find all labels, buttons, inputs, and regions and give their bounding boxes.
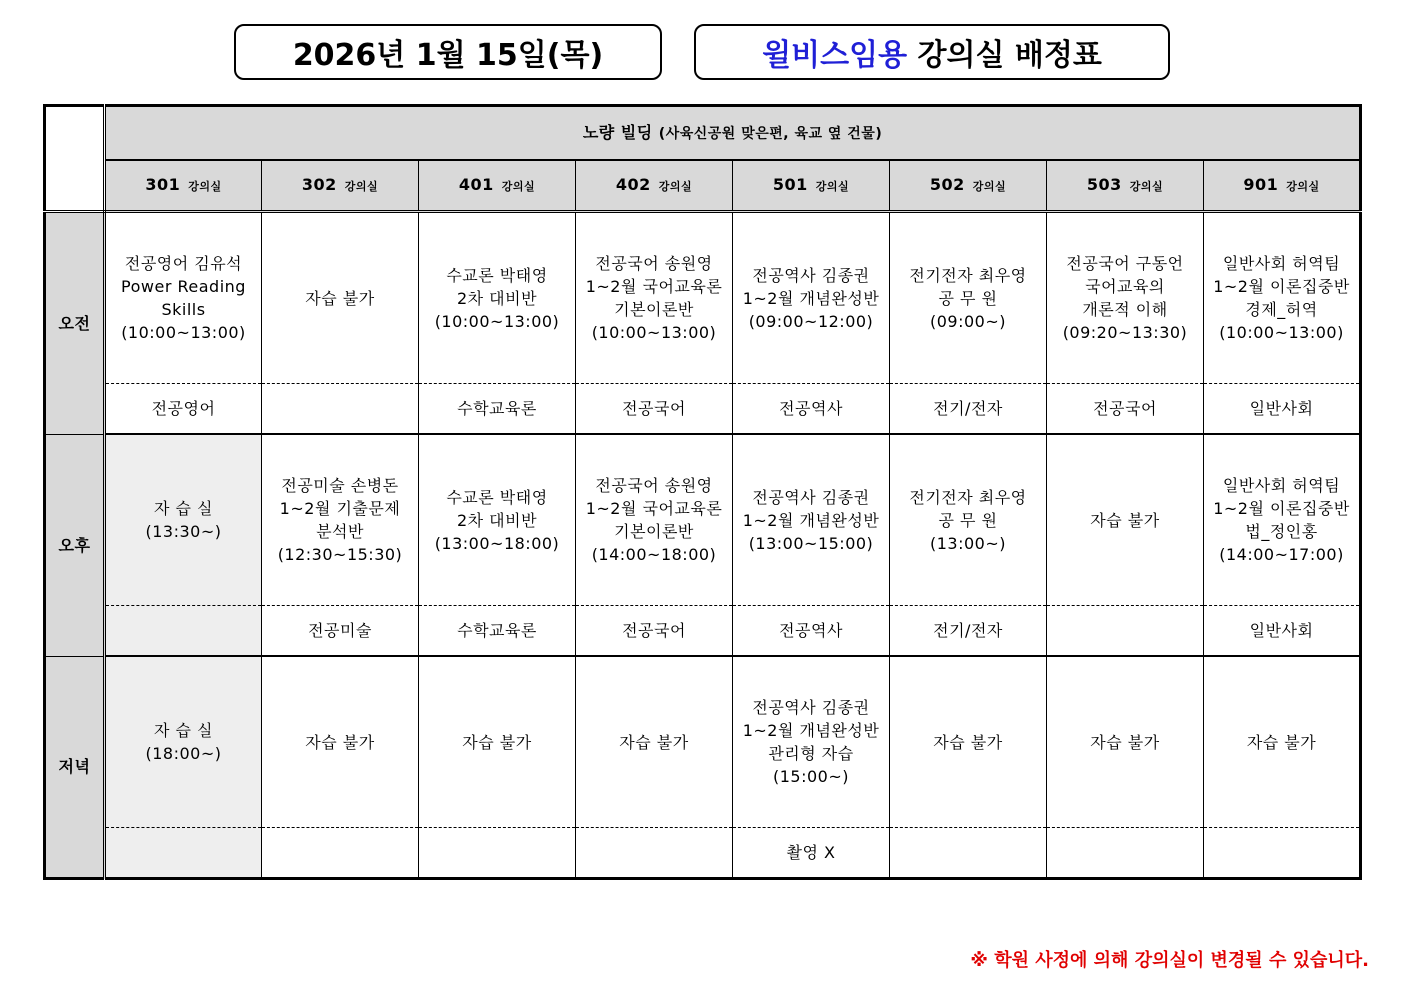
afternoon-cell-503 — [1047, 434, 1204, 606]
cell-line: 공 무 원 — [938, 510, 998, 530]
morning-cell-402 — [576, 212, 733, 384]
room-suffix: 강의실 — [1129, 180, 1164, 193]
cell-line: 일반사회 허역팀 — [1222, 254, 1341, 273]
cell-line: 전공역사 김종권 — [752, 265, 870, 285]
cell-line: (13:30~) — [145, 522, 222, 541]
room-suffix: 강의실 — [1286, 180, 1320, 193]
cell-line: 전공영어 김유석 — [124, 254, 243, 273]
cell-line: 개론적 이해 — [1082, 300, 1168, 319]
cell-line: 기본이론반 — [614, 522, 694, 541]
cell-line: 1~2월 이론집중반 — [1213, 277, 1350, 296]
evening-subject-501: 촬영 X — [733, 828, 890, 879]
page-title — [694, 24, 1170, 80]
room-number: 402 — [615, 175, 651, 194]
evening-subject-401 — [419, 828, 576, 879]
morning-subject-301: 전공영어 — [105, 384, 262, 435]
room-header-301 — [105, 160, 262, 212]
cell-line: 1~2월 개념완성반 — [742, 288, 880, 308]
evening-subject-402 — [576, 828, 733, 879]
corner-cell — [45, 106, 105, 212]
afternoon-subject-501: 전공역사 — [733, 606, 890, 657]
room-number: 302 — [301, 175, 337, 194]
afternoon-cell-401 — [419, 434, 576, 606]
afternoon-cell-302 — [262, 434, 419, 606]
evening-cell-502 — [890, 656, 1047, 828]
morning-subject-502: 전기/전자 — [890, 384, 1047, 435]
afternoon-cell-402 — [576, 434, 733, 606]
room-suffix: 강의실 — [972, 180, 1007, 193]
cell-line: (10:00~13:00) — [1219, 323, 1344, 342]
room-number: 301 — [145, 175, 181, 194]
room-suffix: 강의실 — [188, 180, 222, 193]
morning-subject-901: 일반사회 — [1204, 384, 1361, 435]
cell-line: 일반사회 허역팀 — [1222, 476, 1341, 495]
cell-line: 경제_허역 — [1245, 300, 1318, 319]
room-header-501 — [733, 160, 890, 212]
evening-cell-901 — [1204, 656, 1361, 828]
room-header-row — [45, 160, 1361, 212]
afternoon-subject-302: 전공미술 — [262, 606, 419, 657]
room-number: 503 — [1086, 175, 1122, 194]
afternoon-cell-501 — [733, 434, 890, 606]
evening-subject-901 — [1204, 828, 1361, 879]
cell-line: 기본이론반 — [614, 300, 694, 319]
cell-line: 자습 불가 — [305, 732, 375, 752]
building-name: 노량 빌딩 — [582, 122, 653, 142]
morning-cell-501 — [733, 212, 890, 384]
cell-line: 국어교육의 — [1085, 277, 1165, 296]
room-suffix: 강의실 — [501, 180, 536, 193]
room-header-901 — [1204, 160, 1361, 212]
cell-line: 1~2월 기출문제 — [279, 499, 401, 518]
change-notice: ※ 학원 사정에 의해 강의실이 변경될 수 있습니다. — [970, 950, 1369, 971]
period-label-evening: 저녁 — [45, 656, 105, 879]
afternoon-subject-901: 일반사회 — [1204, 606, 1361, 657]
cell-line: 자습 불가 — [933, 732, 1003, 752]
afternoon-subject-503 — [1047, 606, 1204, 657]
cell-line: 2차 대비반 — [456, 510, 538, 530]
room-number: 901 — [1243, 175, 1279, 194]
morning-cell-901 — [1204, 212, 1361, 384]
room-suffix: 강의실 — [344, 180, 379, 193]
cell-line: 자습 불가 — [1090, 510, 1160, 530]
room-number: 502 — [929, 175, 965, 194]
cell-line: 수교론 박태영 — [446, 265, 548, 285]
afternoon-subject-402: 전공국어 — [576, 606, 733, 657]
morning-subject-501: 전공역사 — [733, 384, 890, 435]
evening-subject-502 — [890, 828, 1047, 879]
cell-line: 전공미술 손병돈 — [281, 476, 399, 495]
cell-line: 1~2월 개념완성반 — [742, 510, 880, 530]
afternoon-subject-502: 전기/전자 — [890, 606, 1047, 657]
cell-line: (09:20~13:30) — [1062, 323, 1188, 342]
afternoon-subject-301 — [105, 606, 262, 657]
afternoon-cell-301 — [105, 434, 262, 606]
cell-line: 자습 불가 — [1090, 732, 1160, 752]
date-title — [234, 24, 662, 80]
period-label-afternoon: 오후 — [45, 434, 105, 656]
cell-line: (12:30~15:30) — [277, 545, 403, 564]
afternoon-cell-502 — [890, 434, 1047, 606]
cell-line: (10:00~13:00) — [121, 323, 246, 342]
evening-cell-302 — [262, 656, 419, 828]
room-header-401 — [419, 160, 576, 212]
cell-line: 자습 불가 — [462, 732, 532, 752]
evening-cell-503 — [1047, 656, 1204, 828]
cell-line: 분석반 — [316, 522, 364, 541]
morning-cell-502 — [890, 212, 1047, 384]
cell-line: (10:00~13:00) — [434, 311, 560, 331]
cell-line: 전공국어 송원영 — [595, 254, 713, 273]
cell-line: (13:00~) — [930, 533, 1006, 553]
cell-line: Power Reading — [121, 277, 246, 296]
building-header — [105, 106, 1361, 161]
morning-subject-503: 전공국어 — [1047, 384, 1204, 435]
cell-line: 공 무 원 — [938, 288, 998, 308]
cell-line: 법_정인홍 — [1245, 522, 1318, 541]
morning-cell-503 — [1047, 212, 1204, 384]
morning-cell-401 — [419, 212, 576, 384]
cell-line: 전공국어 송원영 — [595, 476, 713, 495]
cell-line: Skills — [161, 300, 206, 319]
cell-line: 전공역사 김종권 — [752, 487, 870, 507]
cell-line: 자습 불가 — [619, 732, 689, 752]
room-header-502 — [890, 160, 1047, 212]
cell-line: 자 습 실 — [153, 721, 214, 740]
cell-line: 전공국어 구동언 — [1066, 254, 1184, 273]
cell-line: 1~2월 이론집중반 — [1213, 499, 1350, 518]
cell-line: (10:00~13:00) — [591, 323, 717, 342]
cell-line: (09:00~) — [930, 311, 1006, 331]
room-number: 401 — [458, 175, 494, 194]
cell-line: 수교론 박태영 — [446, 487, 548, 507]
evening-subject-503 — [1047, 828, 1204, 879]
cell-line: (13:00~18:00) — [434, 533, 560, 553]
evening-cell-401 — [419, 656, 576, 828]
room-header-402 — [576, 160, 733, 212]
evening-subject-302 — [262, 828, 419, 879]
room-suffix: 강의실 — [815, 180, 850, 193]
evening-cell-402 — [576, 656, 733, 828]
cell-line: 자습 불가 — [305, 288, 375, 308]
title-rest: 강의실 배정표 — [917, 38, 1102, 73]
cell-line: 전공역사 김종권 — [752, 698, 870, 717]
cell-line: (14:00~17:00) — [1219, 545, 1344, 564]
cell-line: (09:00~12:00) — [748, 311, 874, 331]
evening-cell-501 — [733, 656, 890, 828]
date-text: 2026년 1월 15일(목) — [292, 38, 604, 73]
cell-line: 자 습 실 — [153, 499, 214, 518]
morning-subject-302 — [262, 384, 419, 435]
morning-cell-302 — [262, 212, 419, 384]
room-header-302 — [262, 160, 419, 212]
title-accent: 윌비스임용 — [762, 38, 908, 73]
afternoon-subject-401: 수학교육론 — [419, 606, 576, 657]
morning-subject-402: 전공국어 — [576, 384, 733, 435]
cell-line: 1~2월 개념완성반 — [742, 721, 880, 740]
cell-line: 1~2월 국어교육론 — [585, 499, 723, 518]
cell-line: 관리형 자습 — [768, 744, 854, 763]
classroom-schedule-table — [43, 104, 1362, 880]
room-number: 501 — [772, 175, 808, 194]
cell-line: (18:00~) — [145, 744, 222, 763]
cell-line: 2차 대비반 — [456, 288, 538, 308]
evening-cell-301 — [105, 656, 262, 828]
cell-line: (15:00~) — [773, 767, 849, 786]
room-header-503 — [1047, 160, 1204, 212]
room-suffix: 강의실 — [658, 180, 693, 193]
morning-subject-401: 수학교육론 — [419, 384, 576, 435]
cell-line: (14:00~18:00) — [591, 545, 717, 564]
cell-line: 자습 불가 — [1246, 732, 1317, 752]
afternoon-cell-901 — [1204, 434, 1361, 606]
cell-line: 전기전자 최우영 — [909, 265, 1027, 285]
building-location: (사육신공원 맞은편, 육교 옆 건물) — [658, 125, 883, 142]
cell-line: 1~2월 국어교육론 — [585, 277, 723, 296]
morning-cell-301 — [105, 212, 262, 384]
cell-line: (13:00~15:00) — [748, 533, 874, 553]
cell-line: 전기전자 최우영 — [909, 487, 1027, 507]
evening-subject-301 — [105, 828, 262, 879]
period-label-morning: 오전 — [45, 212, 105, 435]
